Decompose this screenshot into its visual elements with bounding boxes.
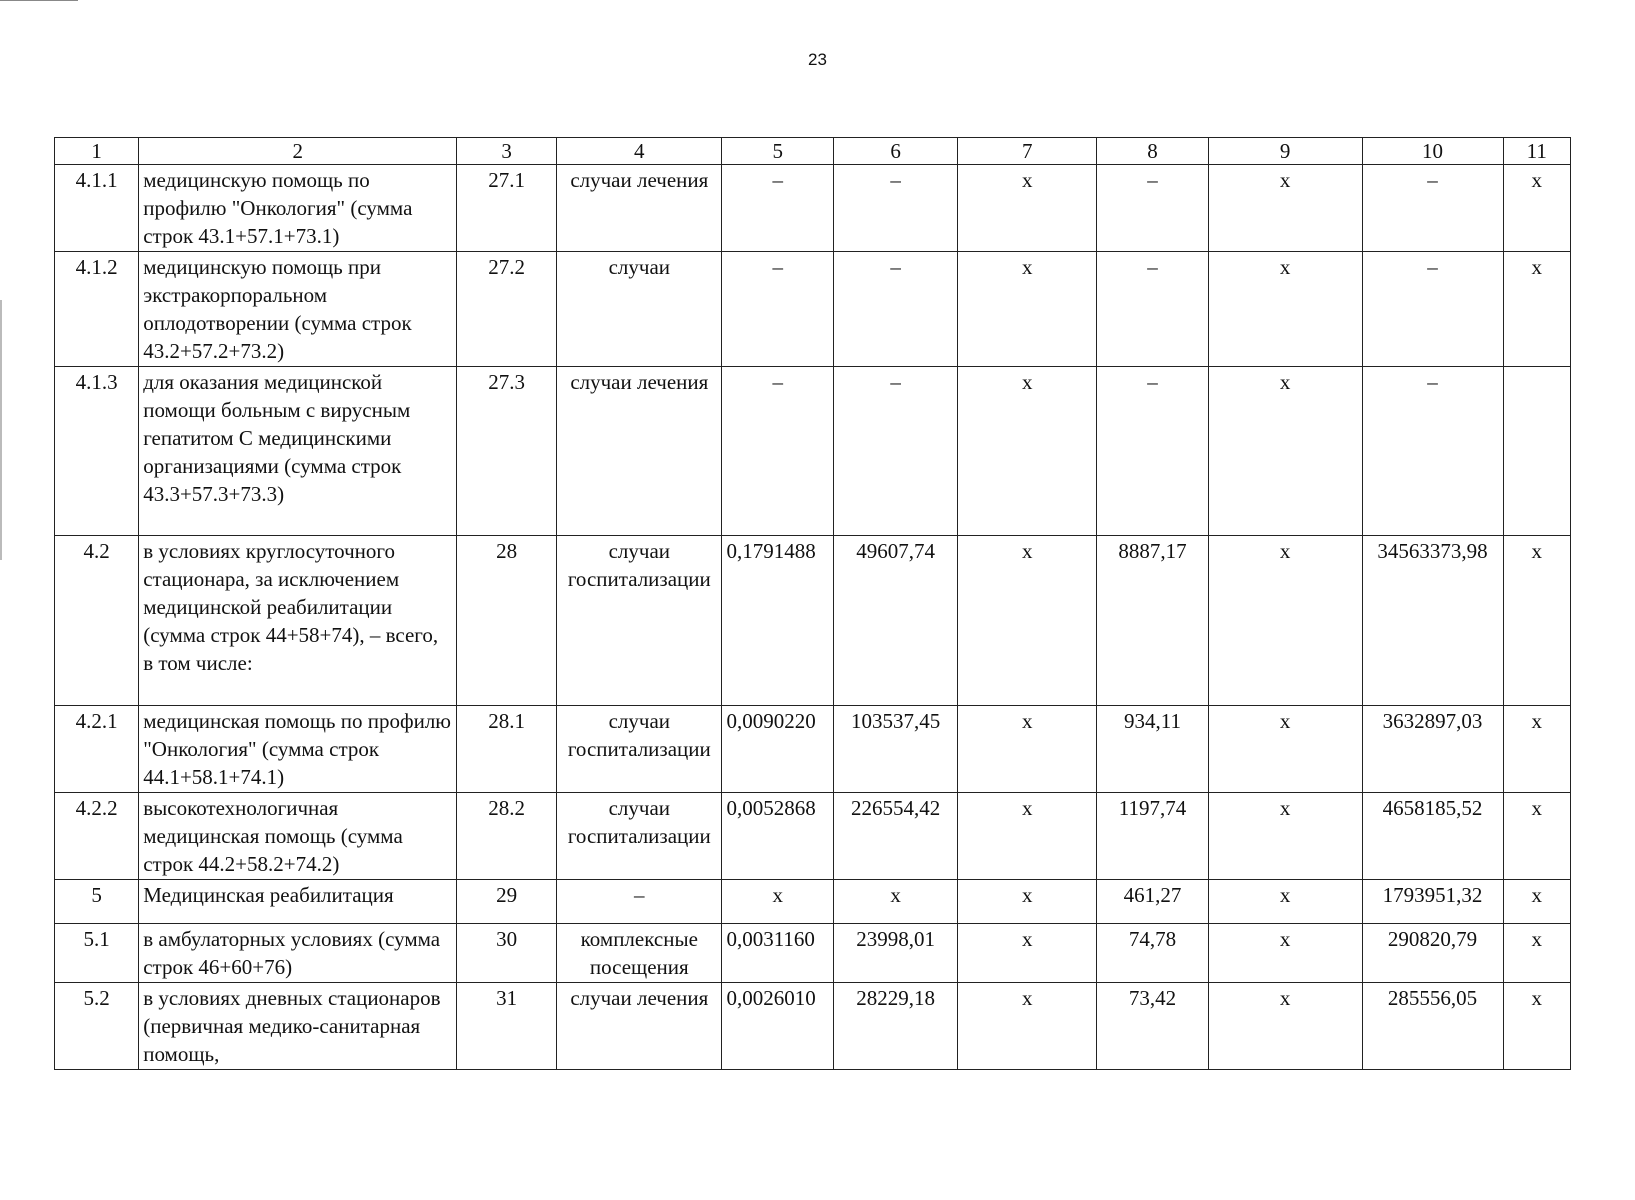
value-cell: –	[722, 165, 834, 252]
row-number: 5	[55, 880, 139, 924]
row-description: высокотехнологичная медицинская помощь (сумма строк 44.2+58.2+74.2)	[139, 793, 457, 880]
column-header: 10	[1362, 138, 1503, 165]
column-header: 7	[958, 138, 1097, 165]
value-cell: х	[1208, 880, 1362, 924]
row-code: 27.3	[457, 367, 557, 536]
value-cell: –	[1097, 252, 1209, 367]
value-cell: 0,0090220	[722, 706, 834, 793]
value-cell: –	[1362, 165, 1503, 252]
table-row	[55, 880, 1571, 924]
value-cell: 0,0052868	[722, 793, 834, 880]
row-number: 4.2	[55, 536, 139, 706]
value-cell: х	[834, 880, 958, 924]
row-number: 4.1.1	[55, 165, 139, 252]
table-row	[55, 983, 1571, 1070]
column-header: 6	[834, 138, 958, 165]
value-cell: –	[834, 252, 958, 367]
row-code: 28	[457, 536, 557, 706]
unit-cell: случаи лечения	[557, 165, 722, 252]
column-header: 9	[1208, 138, 1362, 165]
column-header: 3	[457, 138, 557, 165]
unit-cell: случаи лечения	[557, 983, 722, 1070]
value-cell: х	[1503, 793, 1570, 880]
value-cell: х	[958, 983, 1097, 1070]
row-code: 31	[457, 983, 557, 1070]
value-cell: –	[834, 367, 958, 536]
unit-cell: комплексные посещения	[557, 924, 722, 983]
value-cell	[1503, 367, 1570, 536]
value-cell: х	[958, 252, 1097, 367]
value-cell: х	[1208, 924, 1362, 983]
row-number: 4.1.3	[55, 367, 139, 536]
unit-cell: –	[557, 880, 722, 924]
value-cell: 290820,79	[1362, 924, 1503, 983]
table-row	[55, 706, 1571, 793]
row-description: медицинскую помощь по профилю "Онкология" (сумма строк 43.1+57.1+73.1)	[139, 165, 457, 252]
row-code: 30	[457, 924, 557, 983]
value-cell: 1793951,32	[1362, 880, 1503, 924]
table-row	[55, 165, 1571, 252]
column-header: 1	[55, 138, 139, 165]
page-number: 23	[808, 50, 827, 69]
row-number: 5.2	[55, 983, 139, 1070]
value-cell: х	[1208, 165, 1362, 252]
value-cell: 0,1791488	[722, 536, 834, 706]
value-cell: х	[1208, 793, 1362, 880]
value-cell: х	[1208, 983, 1362, 1070]
value-cell: х	[1208, 706, 1362, 793]
value-cell: х	[958, 880, 1097, 924]
table-row	[55, 367, 1571, 536]
row-description: медицинскую помощь при экстракорпоральном оплодотворении (сумма строк 43.2+57.2+73.2)	[139, 252, 457, 367]
value-cell: х	[958, 706, 1097, 793]
table-row	[55, 252, 1571, 367]
row-description: медицинская помощь по профилю "Онкология" (сумма строк 44.1+58.1+74.1)	[139, 706, 457, 793]
column-header: 4	[557, 138, 722, 165]
scan-edge-mark	[0, 300, 2, 560]
row-description: для оказания медицинской помощи больным с вирусным гепатитом С медицинскими организациями (сумма строк 43.3+57.3+73.3)	[139, 367, 457, 536]
scan-edge-mark	[0, 0, 78, 1]
unit-cell: случаи госпитализации	[557, 536, 722, 706]
value-cell: 49607,74	[834, 536, 958, 706]
column-header: 11	[1503, 138, 1570, 165]
data-table	[54, 137, 1571, 1070]
column-header: 5	[722, 138, 834, 165]
value-cell: х	[958, 367, 1097, 536]
value-cell: 461,27	[1097, 880, 1209, 924]
value-cell: х	[1503, 252, 1570, 367]
value-cell: 934,11	[1097, 706, 1209, 793]
value-cell: 74,78	[1097, 924, 1209, 983]
value-cell: х	[958, 793, 1097, 880]
row-code: 27.1	[457, 165, 557, 252]
value-cell: х	[1503, 880, 1570, 924]
table-header-row	[55, 138, 1571, 165]
unit-cell: случаи госпитализации	[557, 793, 722, 880]
value-cell: 8887,17	[1097, 536, 1209, 706]
value-cell: 0,0026010	[722, 983, 834, 1070]
value-cell: –	[1362, 252, 1503, 367]
value-cell: 226554,42	[834, 793, 958, 880]
value-cell: –	[1097, 165, 1209, 252]
column-header: 2	[139, 138, 457, 165]
value-cell: х	[722, 880, 834, 924]
row-code: 28.2	[457, 793, 557, 880]
value-cell: 34563373,98	[1362, 536, 1503, 706]
value-cell: х	[1208, 367, 1362, 536]
row-description: в условиях круглосуточного стационара, за исключением медицинской реабилитации (сумма строк 44+58+74), – всего, в том числе:	[139, 536, 457, 706]
value-cell: х	[1208, 252, 1362, 367]
value-cell: 3632897,03	[1362, 706, 1503, 793]
value-cell: –	[722, 252, 834, 367]
value-cell: х	[1503, 924, 1570, 983]
value-cell: –	[1362, 367, 1503, 536]
table-row	[55, 924, 1571, 983]
value-cell: –	[1097, 367, 1209, 536]
value-cell: 73,42	[1097, 983, 1209, 1070]
row-number: 5.1	[55, 924, 139, 983]
value-cell: 103537,45	[834, 706, 958, 793]
unit-cell: случаи	[557, 252, 722, 367]
row-description: в амбулаторных условиях (сумма строк 46+60+76)	[139, 924, 457, 983]
value-cell: –	[722, 367, 834, 536]
row-code: 28.1	[457, 706, 557, 793]
value-cell: х	[1503, 536, 1570, 706]
value-cell: 23998,01	[834, 924, 958, 983]
value-cell: 0,0031160	[722, 924, 834, 983]
value-cell: 28229,18	[834, 983, 958, 1070]
value-cell: х	[1208, 536, 1362, 706]
value-cell: х	[958, 536, 1097, 706]
value-cell: –	[834, 165, 958, 252]
value-cell: 4658185,52	[1362, 793, 1503, 880]
value-cell: х	[1503, 165, 1570, 252]
value-cell: х	[1503, 706, 1570, 793]
table-row	[55, 536, 1571, 706]
row-number: 4.2.2	[55, 793, 139, 880]
row-description: в условиях дневных стационаров (первичная медико-санитарная помощь,	[139, 983, 457, 1070]
row-number: 4.2.1	[55, 706, 139, 793]
value-cell: х	[1503, 983, 1570, 1070]
column-header: 8	[1097, 138, 1209, 165]
unit-cell: случаи госпитализации	[557, 706, 722, 793]
value-cell: 1197,74	[1097, 793, 1209, 880]
value-cell: х	[958, 924, 1097, 983]
table-row	[55, 793, 1571, 880]
value-cell: х	[958, 165, 1097, 252]
row-description: Медицинская реабилитация	[139, 880, 457, 924]
row-number: 4.1.2	[55, 252, 139, 367]
unit-cell: случаи лечения	[557, 367, 722, 536]
row-code: 29	[457, 880, 557, 924]
value-cell: 285556,05	[1362, 983, 1503, 1070]
row-code: 27.2	[457, 252, 557, 367]
